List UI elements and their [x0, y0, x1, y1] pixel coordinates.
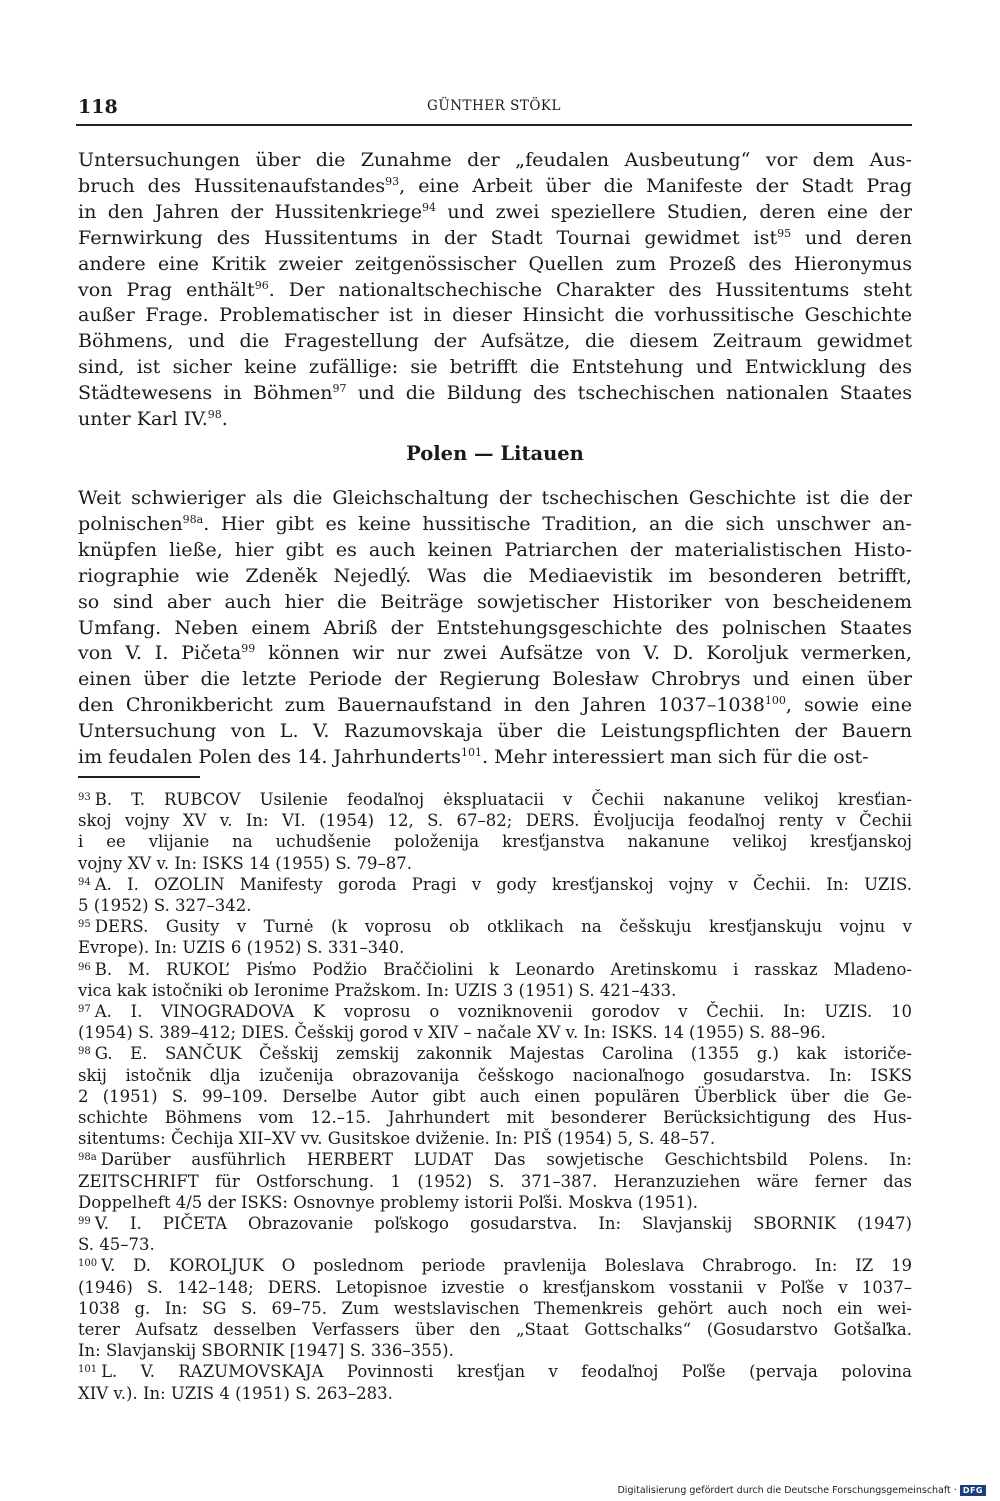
footnote-reference[interactable]: 93: [385, 174, 400, 188]
footnote-line: vojny XV v. In: ISKS 14 (1955) S. 79–87.: [78, 853, 413, 873]
text-line: im feudalen Polen des 14. Jahrhunderts$^{101}$. Mehr interessiert man sich für die ost-: [78, 745, 869, 769]
footnote-line: S. 45–73.: [78, 1235, 155, 1255]
footnote-line: terer Aufsatz desselben Verfassers über den „Staat Gottschalks“ (Gosudarstvo Gotšaľka.: [78, 1320, 912, 1340]
footnote-line: $^{97}$ A. I. VINOGRADOVA K voprosu o vozniknovenii gorodov v Čechii. In: UZIS. 10: [78, 1002, 912, 1022]
footnote-line: $^{98}$ G. E. SANČUK Češskij zemskij zakonnik Majestas Carolina (1355 g.) kak istoriče-: [78, 1044, 912, 1064]
footnote-line: $^{100}$ V. D. KOROLJUK O poslednom periode pravlenija Boleslava Chrabrogo. In: IZ 19: [78, 1256, 912, 1276]
footnote-line: In: Slavjanskij SBORNIK [1947] S. 336–355).: [78, 1341, 454, 1361]
footnote: [78, 1213, 912, 1255]
text-line: andere eine Kritik zweier zeitgenössischer Quellen zum Prozeß des Hieronymus: [78, 251, 912, 275]
credit-text: Digitalisierung gefördert durch die Deutsche Forschungsgemeinschaft ·: [617, 1485, 957, 1496]
footnote-line: schichte Böhmens vom 12.–15. Jahrhundert mit besonderer Berücksichtigung des Hus-: [78, 1108, 912, 1128]
footnote-reference[interactable]: 98a: [182, 512, 204, 526]
footnote-line: vica kak istočniki ob Ieronime Pražskom. In: UZIS 3 (1951) S. 421–433.: [78, 980, 677, 1000]
text-line: so sind aber auch hier die Beiträge sowjetischer Historiker von bescheidenem: [78, 589, 912, 613]
footnote-reference[interactable]: 94: [422, 200, 437, 214]
footnote-number: 101: [78, 1364, 98, 1376]
footnote-line: skoj vojny XV v. In: VI. (1954) 12, S. 67–82; DERS. Ėvoljucija feodaľnoj renty v Čechii: [78, 811, 912, 831]
text-line: Umfang. Neben einem Abriß der Entstehungsgeschichte des polnischen Staates: [78, 615, 912, 639]
footnote-line: (1946) S. 142–148; DERS. Letopisnoe izvestie o kresťjanskom vosstanii v Poľše v 1037–: [78, 1277, 912, 1297]
text-line: Weit schwieriger als die Gleichschaltung der tschechischen Geschichte ist die der: [78, 485, 912, 509]
footnote: [78, 1361, 912, 1403]
digitization-credit: [617, 1485, 986, 1496]
footnote-reference[interactable]: 97: [332, 382, 347, 396]
footnote-number: 98: [78, 1046, 91, 1058]
footnote-line: $^{99}$ V. I. PIČETA Obrazovanie poľskogo gosudarstva. In: Slavjanskij SBORNIK (1947): [78, 1214, 912, 1234]
text-line: sind, ist sicher keine zufällige: sie betrifft die Entstehung und Entwicklung des: [78, 355, 912, 379]
footnote-line: 5 (1952) S. 327–342.: [78, 896, 252, 916]
footnote-separator: [78, 776, 200, 778]
text-line: unter Karl IV.$^{98}$.: [78, 407, 228, 431]
footnote-reference[interactable]: 100: [764, 694, 786, 708]
footnote-line: $^{96}$ B. M. RUKOL’ Pis̕mo Podžio Braččiolini k Leonardo Aretinskomu i rasskaz Mladeno-: [78, 959, 912, 979]
page-header: [76, 94, 912, 126]
text-line: einen über die letzte Periode der Regierung Bolesław Chrobrys und einen über: [78, 667, 912, 691]
footnote: [78, 959, 912, 1001]
text-line: den Chronikbericht zum Bauernaufstand in den Jahren 1037–1038$^{100}$, sowie eine: [78, 693, 912, 717]
footnote: [78, 1255, 912, 1361]
footnote-reference[interactable]: 101: [460, 746, 482, 760]
footnote: [78, 1043, 912, 1149]
footnote-line: XIV v.). In: UZIS 4 (1951) S. 263–283.: [78, 1383, 393, 1403]
footnote-number: 93: [78, 792, 91, 803]
footnotes: [78, 789, 912, 1404]
footnote-line: $^{95}$ DERS. Gusity v Turnė (k voprosu ob otklikach na češskuju kresťjanskuju vojnu v: [78, 917, 912, 937]
footnote-line: 2 (1951) S. 99–109. Derselbe Autor gibt auch einen populären Überblick über die Ge-: [78, 1086, 912, 1106]
footnote: [78, 874, 912, 916]
text-line: von V. I. Pičeta$^{99}$ können wir nur zwei Aufsätze von V. D. Koroljuk vermerken,: [78, 641, 912, 665]
footnote-number: 99: [78, 1216, 91, 1228]
footnote-line: $^{93}$ B. T. RUBCOV Usilenie feodaľnoj ėkspluatacii v Čechii nakanune velikoj kresťian-: [78, 790, 912, 809]
footnote-reference[interactable]: 99: [241, 642, 256, 656]
footnote-number: 97: [78, 1004, 91, 1016]
footnote-number: 95: [78, 919, 91, 931]
footnote-line: (1954) S. 389–412; DIES. Češskij gorod v XIV – načale XV v. In: ISKS. 14 (1955) S. 88–96.: [78, 1023, 826, 1043]
section-heading: Polen — Litauen: [406, 441, 584, 465]
footnote-line: 1038 g. In: SG S. 69–75. Zum westslavischen Themenkreis gehört auch noch ein wei-: [78, 1298, 912, 1318]
text-line: außer Frage. Problematischer ist in dieser Hinsicht die vorhussitische Geschichte: [78, 303, 912, 327]
footnote: [78, 1001, 912, 1043]
text-line: Fernwirkung des Hussitentums in der Stadt Tournai gewidmet ist$^{95}$ und deren: [78, 225, 912, 249]
main-text: [78, 147, 912, 770]
footnote-line: Evrope). In: UZIS 6 (1952) S. 331–340.: [78, 938, 405, 958]
footnote: [78, 916, 912, 958]
footnote-line: skij istočnik dlja izučenija obrazovanija češskogo nacionaľnogo gosudarstva. In: ISKS: [78, 1065, 912, 1085]
text-line: Untersuchungen über die Zunahme der „feudalen Ausbeutung“ vor dem Aus-: [78, 148, 912, 171]
text-line: Böhmens, und die Fragestellung der Aufsätze, die diesem Zeitraum gewidmet: [78, 329, 912, 353]
page-number: 118: [78, 96, 118, 118]
footnote: [78, 789, 912, 874]
text-line: Untersuchung von L. V. Razumovskaja über die Leistungspflichten der Bauern: [78, 719, 912, 743]
footnote-reference[interactable]: 98: [207, 408, 222, 422]
footnote-line: ZEITSCHRIFT für Ostforschung. 1 (1952) S. 371–387. Heranzuziehen wäre ferner das: [78, 1171, 912, 1191]
text-line: von Prag enthält$^{96}$. Der nationaltschechische Charakter des Hussitentums steht: [78, 277, 912, 301]
footnote-reference[interactable]: 96: [254, 278, 269, 292]
footnote-line: $^{94}$ A. I. OZOLIN Manifesty goroda Pragi v gody kresťjanskoj vojny v Čechii. In: UZIS.: [78, 874, 912, 894]
footnote-line: $^{98a}$ Darüber ausführlich HERBERT LUDAT Das sowjetische Geschichtsbild Polens. In:: [78, 1150, 912, 1170]
footnote-number: 96: [78, 961, 91, 973]
footnote-line: Doppelheft 4/5 der ISKS: Osnovnye problemy istorii Poľši. Moskva (1951).: [78, 1192, 698, 1212]
paragraph: [78, 147, 912, 432]
dfg-logo: DFG: [960, 1485, 986, 1496]
footnote-line: $^{101}$ L. V. RAZUMOVSKAJA Povinnosti kresťjan v feodaľnoj Poľše (pervaja polovina: [78, 1362, 912, 1382]
running-head: GÜNTHER STÖKL: [427, 98, 561, 114]
footnote-reference[interactable]: 95: [777, 226, 792, 240]
footnote-line: sitentums: Čechija XII–XV vv. Gusitskoe dviženie. In: PIŠ (1954) 5, S. 48–57.: [78, 1129, 716, 1149]
text-line: in den Jahren der Hussitenkriege$^{94}$ und zwei speziellere Studien, deren eine der: [78, 199, 912, 223]
paragraph: [78, 485, 912, 770]
text-line: polnischen$^{98a}$. Hier gibt es keine hussitische Tradition, an die sich unschwer an-: [78, 511, 912, 535]
footnote-number: 100: [78, 1258, 98, 1270]
text-line: knüpfen ließe, hier gibt es auch keinen Patriarchen der materialistischen Histo-: [78, 537, 912, 561]
footnote-number: 98a: [78, 1152, 97, 1164]
footnote-line: i ee vlijanie na uchudšenie položenija kresťjanstva nakanune velikoj kresťjanskoj: [78, 832, 912, 852]
text-line: bruch des Hussitenaufstandes$^{93}$, eine Arbeit über die Manifeste der Stadt Prag: [78, 173, 912, 197]
text-line: Städtewesens in Böhmen$^{97}$ und die Bildung des tschechischen nationalen Staates: [78, 381, 912, 405]
text-line: riographie wie Zdeněk Nejedlý. Was die Mediaevistik im besonderen betrifft,: [78, 563, 912, 587]
footnote: [78, 1149, 912, 1213]
footnote-number: 94: [78, 876, 91, 888]
